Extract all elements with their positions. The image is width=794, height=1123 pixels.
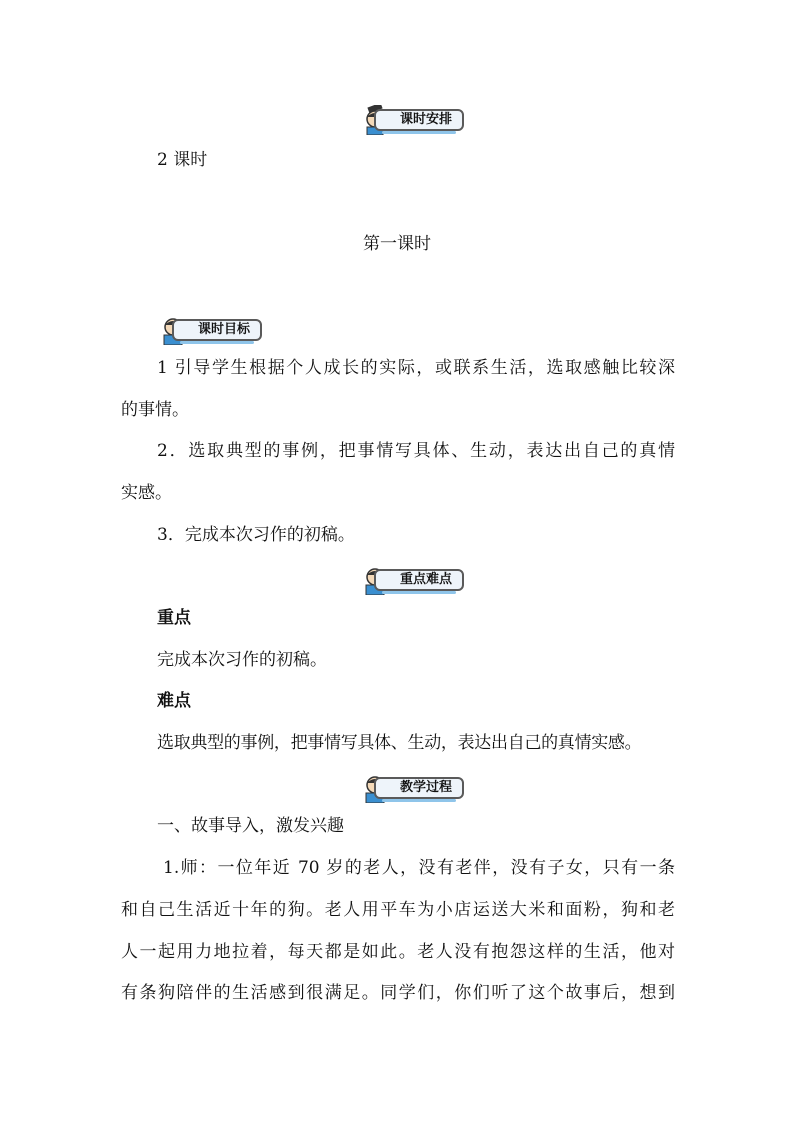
process-paragraph-line-2: 和自己生活近十年的狗。老人用平车为小店运送大米和面粉，狗和老	[121, 900, 675, 920]
goal-1-line-1: 1 引导学生根据个人成长的实际，或联系生活，选取感触比较深	[157, 358, 675, 378]
section-badge-label: 课时安排	[374, 109, 464, 131]
process-paragraph-line-4: 有条狗陪伴的生活感到很满足。同学们，你们听了这个故事后，想到	[121, 983, 675, 1003]
schedule-value: 2 课时	[157, 150, 208, 170]
goal-1-line-2: 的事情。	[121, 400, 189, 420]
lesson-title: 第一课时	[363, 234, 431, 254]
section-badge-label: 课时目标	[172, 319, 262, 341]
goal-3: 3．完成本次习作的初稿。	[157, 525, 355, 545]
process-paragraph-line-1: 1.师：一位年近 70 岁的老人，没有老伴，没有子女，只有一条	[163, 858, 675, 878]
key-text: 完成本次习作的初稿。	[157, 650, 327, 670]
goal-2-line-1: 2．选取典型的事例，把事情写具体、生动，表达出自己的真情	[157, 441, 675, 461]
goal-2-line-2: 实感。	[121, 483, 172, 503]
process-paragraph-line-3: 人一起用力地拉着，每天都是如此。老人没有抱怨这样的生活，他对	[121, 942, 675, 962]
section-badge-label: 重点难点	[374, 569, 464, 591]
process-step-1-heading: 一、故事导入，激发兴趣	[157, 816, 344, 836]
difficulty-text: 选取典型的事例，把事情写具体、生动，表达出自己的真情实感。	[157, 733, 642, 753]
section-badge-label: 教学过程	[374, 777, 464, 799]
difficulty-heading: 难点	[157, 691, 191, 711]
key-heading: 重点	[157, 608, 191, 628]
